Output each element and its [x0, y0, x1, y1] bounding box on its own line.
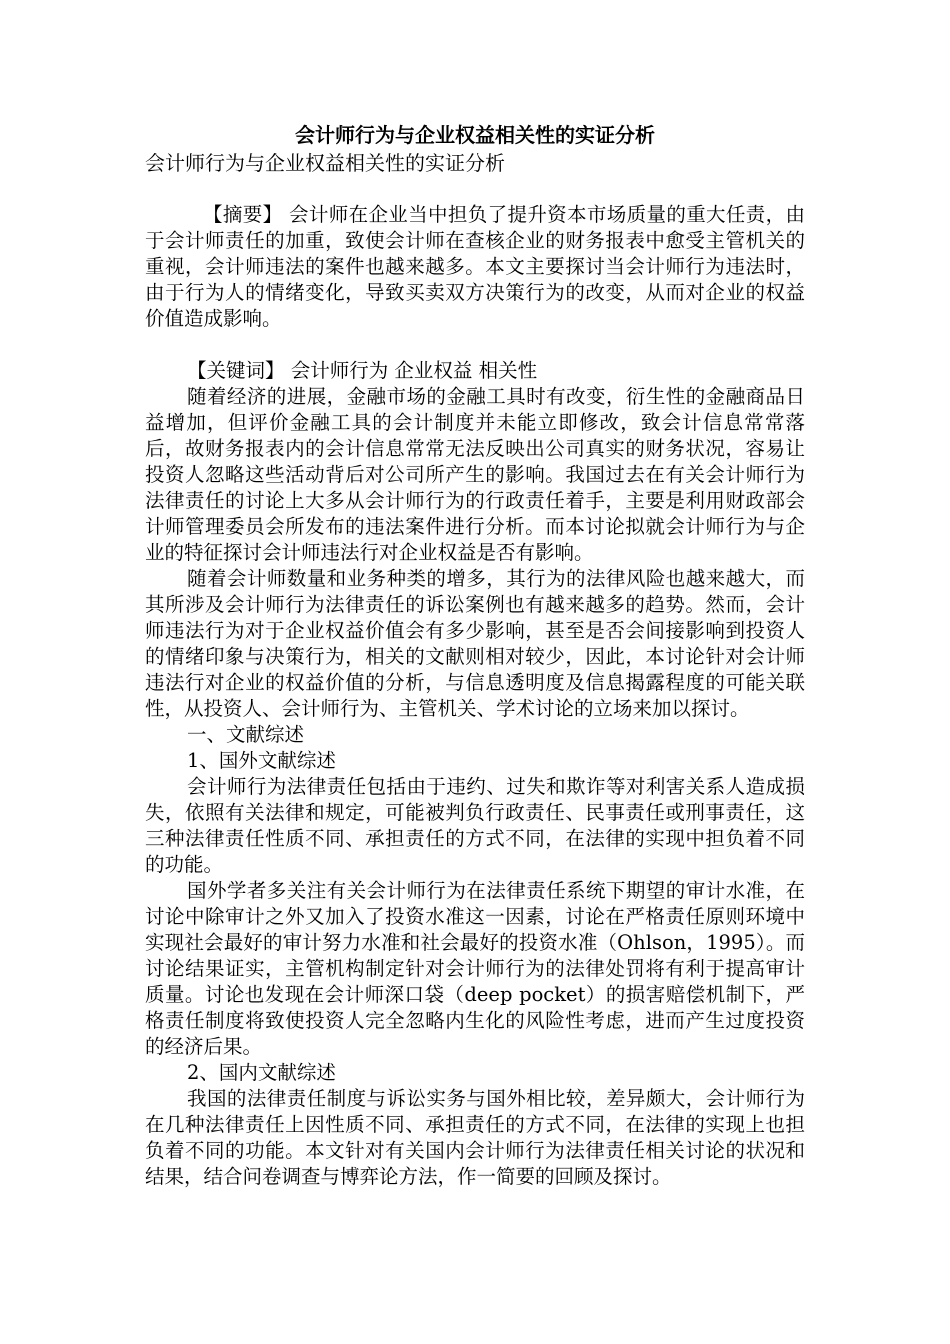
- body-paragraph: 随着经济的进展，金融市场的金融工具时有改变，衍生性的金融商品日益增加，但评价金融工具的会计制度并未能立即修改，致会计信息常常落后，故财务报表内的会计信息常常无法反映出公司真实的财务状况，容易让投资人忽略这些活动背后对公司所产生的影响。我国过去在有关会计师行为法律责任的讨论上大多从会计师行为的行政责任着手，主要是利用财政部会计师管理委员会所发布的违法案件进行分析。而本讨论拟就会计师行为与企业的特征探讨会计师违法行对企业权益是否有影响。: [145, 385, 805, 564]
- document-subtitle: 会计师行为与企业权益相关性的实证分析: [145, 151, 505, 175]
- body-paragraph: 随着会计师数量和业务种类的增多，其行为的法律风险也越来越大，而其所涉及会计师行为法律责任的诉讼案例也有越来越多的趋势。然而，会计师违法行为对于企业权益价值会有多少影响，甚至是否会间接影响到投资人的情绪印象与决策行为，相关的文献则相对较少，因此，本讨论针对会计师违法行对企业的权益价值的分析，与信息透明度及信息揭露程度的可能关联性，从投资人、会计师行为、主管机关、学术讨论的立场来加以探讨。: [145, 567, 805, 720]
- blank-line: [145, 332, 805, 358]
- document-page: [145, 120, 805, 1190]
- blank-line: [145, 176, 805, 202]
- section-heading: 一、文献综述: [187, 723, 305, 746]
- body-paragraph: 我国的法律责任制度与诉讼实务与国外相比较，差异颇大，会计师行为在几种法律责任上因性质不同、承担责任的方式不同，在法律的实现上也担负着不同的功能。本文针对有关国内会计师行为法律责任相关讨论的状况和结果，结合问卷调查与博弈论方法，作一简要的回顾及探讨。: [145, 1087, 805, 1188]
- subsection-heading: 1、国外文献综述: [187, 749, 336, 772]
- keywords-line: 【关键词】 会计师行为 企业权益 相关性: [187, 359, 538, 382]
- subsection-heading: 2、国内文献综述: [187, 1061, 336, 1084]
- body-paragraph: 国外学者多关注有关会计师行为在法律责任系统下期望的审计水准，在讨论中除审计之外又加入了投资水准这一因素，讨论在严格责任原则环境中实现社会最好的审计努力水准和社会最好的投资水准（Ohlson，1995）。而讨论结果证实，主管机构制定针对会计师行为的法律处罚将有利于提高审计质量。讨论也发现在会计师深口袋（deep pocket）的损害赔偿机制下，严格责任制度将致使投资人完全忽略内生化的风险性考虑，进而产生过度投资的经济后果。: [145, 879, 805, 1058]
- body-paragraph: 会计师行为法律责任包括由于违约、过失和欺诈等对利害关系人造成损失，依照有关法律和规定，可能被判负行政责任、民事责任或刑事责任，这三种法律责任性质不同、承担责任的方式不同，在法律的实现中担负着不同的功能。: [145, 775, 805, 876]
- abstract-paragraph: 【摘要】 会计师在企业当中担负了提升资本市场质量的重大任责，由于会计师责任的加重，致使会计师在查核企业的财务报表中愈受主管机关的重视，会计师违法的案件也越来越多。本文主要探讨当会计师行为违法时，由于行为人的情绪变化，导致买卖双方决策行为的改变，从而对企业的权益价值造成影响。: [145, 203, 805, 330]
- document-title: 会计师行为与企业权益相关性的实证分析: [295, 123, 655, 147]
